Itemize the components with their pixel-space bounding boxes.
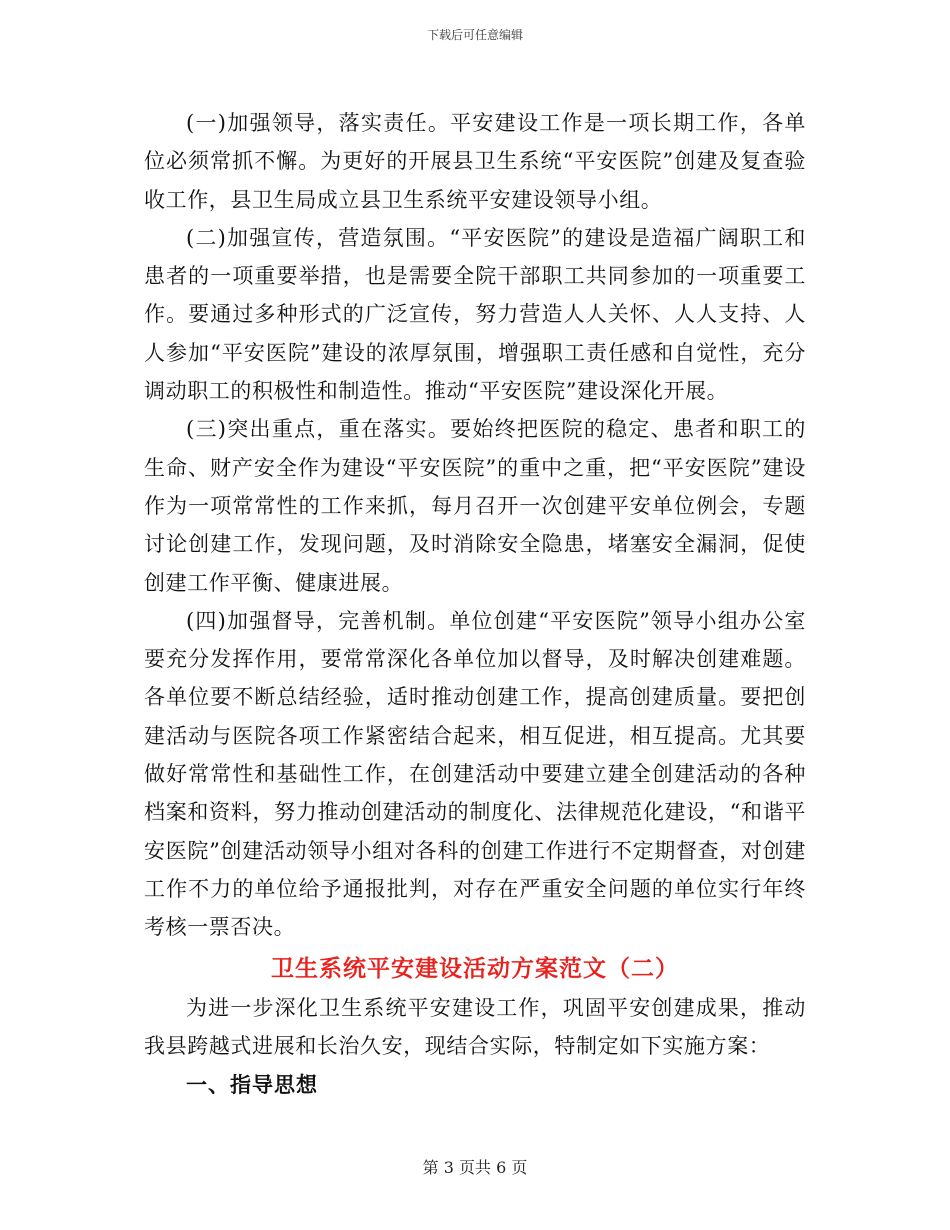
section-title: 卫生系统平安建设活动方案范文（二）	[271, 954, 679, 982]
paragraph-supervision: (四)加强督导，完善机制。单位创建“平安医院”领导小组办公室要充分发挥作用，要常常深化各单位加以督导，及时解决创建难题。各单位要不断总结经验，适时推动创建工作，提高创建质量。要把创建活动与医院各项工作紧密结合起来，相互促进，相互提高。尤其要做好常常性和基础性工作，在创建活动中要建立建全创建活动的各种档案和资料，努力推动创建活动的制度化、法律规范化建设，“和谐平安医院”创建活动领导小组对各科的创建工作进行不定期督查，对创建工作不力的单位给予通报批判，对存在严重安全问题的单位实行年终考核一票否决。	[144, 608, 806, 940]
heading-guiding-ideology: 一、指导思想	[186, 1073, 318, 1098]
paragraph-focus: (三)突出重点，重在落实。要始终把医院的稳定、患者和职工的生命、财产安全作为建设“平安医院”的重中之重，把“平安医院”建设作为一项常常性的工作来抓，每月召开一次创建平安单位例会，专题讨论创建工作，发现问题，及时消除安全隐患，堵塞安全漏洞，促使创建工作平衡、健康进展。	[144, 417, 806, 595]
paragraph-intro: 为进一步深化卫生系统平安建设工作，巩固平安创建成果，推动我县跨越式进展和长治久安，现结合实际，特制定如下实施方案：	[144, 995, 806, 1058]
page-footer: 第 3 页共 6 页	[422, 1158, 528, 1177]
paragraph-leadership: (一)加强领导，落实责任。平安建设工作是一项长期工作，各单位必须常抓不懈。为更好的开展县卫生系统“平安医院”创建及复查验收工作，县卫生局成立县卫生系统平安建设领导小组。	[144, 111, 806, 212]
paragraph-publicity: (二)加强宣传，营造氛围。“平安医院”的建设是造福广阔职工和患者的一项重要举措，也是需要全院干部职工共同参加的一项重要工作。要通过多种形式的广泛宣传，努力营造人人关怀、人人支持、人人参加“平安医院”建设的浓厚氛围，增强职工责任感和自觉性，充分调动职工的积极性和制造性。推动“平安医院”建设深化开展。	[144, 225, 806, 404]
page-header: 下载后可任意编辑	[426, 28, 523, 42]
document-body	[144, 104, 806, 1105]
